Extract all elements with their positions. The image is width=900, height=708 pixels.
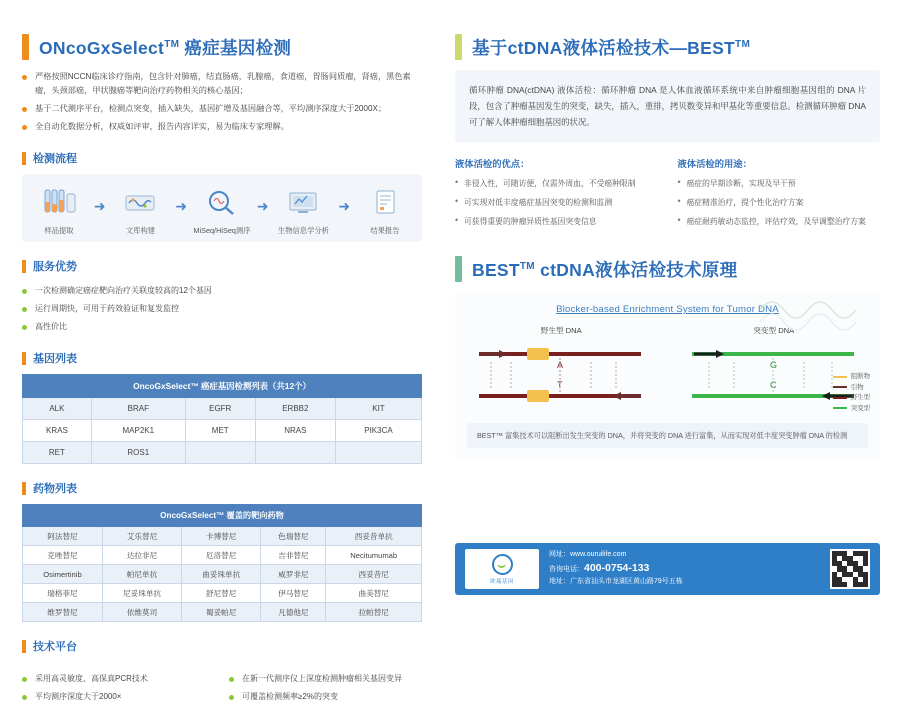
- footer-bar: [455, 543, 880, 595]
- ctdna-title: [472, 35, 750, 60]
- table-cell: 尼妥珠单抗: [102, 584, 181, 603]
- gene-heading: [22, 350, 422, 366]
- table-cell: 艾乐替尼: [102, 527, 181, 546]
- arrow-right-icon: ➜: [256, 198, 269, 214]
- logo-text: 欧瑞基因: [490, 578, 514, 585]
- legend-label: 引物: [850, 383, 864, 391]
- table-cell: 帕尼单抗: [102, 565, 181, 584]
- computer-icon: [272, 184, 334, 222]
- website-label: 网址：: [549, 551, 570, 559]
- legend-label: 突变型: [850, 404, 870, 412]
- heading-accent-bar: [22, 34, 29, 60]
- table-cell: [335, 442, 421, 464]
- workflow-step-label: 生物信息学分析: [277, 226, 329, 235]
- gene-table-caption: OncoGxSelect™ 癌症基因检测列表（共12个）: [23, 375, 422, 398]
- table-row: [23, 442, 422, 464]
- table-cell: KIT: [335, 398, 421, 420]
- table-row: [23, 565, 422, 584]
- table-cell: 西妥昔尼: [326, 565, 422, 584]
- page-title: [39, 35, 291, 60]
- diagram-title: [467, 304, 868, 315]
- table-cell: 达拉非尼: [102, 546, 181, 565]
- table-cell: MET: [185, 420, 255, 442]
- table-cell: ROS1: [91, 442, 185, 464]
- legend-label: 阻断物: [850, 373, 870, 380]
- table-cell: Osimertinib: [23, 565, 103, 584]
- ctdna-title-superscript: TM: [735, 38, 751, 50]
- footer-phone-line: [549, 562, 822, 577]
- table-cell: 拉帕替尼: [326, 603, 422, 622]
- list-item: 高性价比: [22, 320, 422, 334]
- website-value[interactable]: www.ouruilife.com: [570, 551, 627, 559]
- wildtype-label: 野生型 DNA: [540, 326, 582, 335]
- diagram-note: BEST™ 富集技术可以阻断出发生突变的 DNA，并将突变的 DNA 进行富集，从而实现对低丰度突变肿瘤 DNA 的检测: [467, 423, 868, 448]
- principle-title-main: BEST: [472, 259, 520, 280]
- intro-bullet-list: [22, 70, 422, 134]
- list-item: 在新一代测序仪上深度检测肿瘤相关基因变异: [229, 672, 422, 686]
- list-item: 严格按照NCCN临床诊疗指南，包含针对肺癌，结直肠癌，乳腺癌，食道癌，胃肠间质瘤，肾癌，黑色素瘤，头颈部癌，甲状腺癌等靶向治疗药物相关的核心基因；: [22, 70, 422, 98]
- service-title: 服务优势: [33, 261, 77, 273]
- workflow-step-label: 样品提取: [44, 226, 74, 235]
- table-row: [23, 603, 422, 622]
- drug-table: [22, 504, 422, 622]
- table-cell: ALK: [23, 398, 92, 420]
- svg-text:A: A: [557, 360, 564, 370]
- list-item: 运行周期快，可用于药效验证和复发监控: [22, 302, 422, 316]
- principle-title-rest: ctDNA液体活检技术原理: [534, 259, 738, 280]
- ctdna-description: 循环肿瘤 DNA(ctDNA) 液体活检：循环肿瘤 DNA 是人体血液循环系统中来自肿瘤细胞基因组的 DNA 片段，包含了肿瘤基因发生的突变，缺失，插入，重排，拷贝数变异和甲基化等重要信息。检测循环肿瘤 DNA 可了解人体肿瘤细胞基因的状况。: [455, 70, 880, 142]
- uses-column: [678, 156, 881, 234]
- table-cell: KRAS: [23, 420, 92, 442]
- report-icon: [354, 184, 416, 222]
- workflow-step-label: 结果报告: [370, 226, 400, 235]
- table-cell: 舒尼替尼: [182, 584, 261, 603]
- sub-accent-bar: [22, 352, 26, 365]
- wildtype-dna-icon: [471, 342, 651, 408]
- table-cell: 色瑞替尼: [261, 527, 326, 546]
- advantages-column: [455, 156, 658, 234]
- table-row: [23, 420, 422, 442]
- legend-item: [833, 404, 870, 413]
- phone-label: 咨询电话：: [549, 565, 584, 573]
- svg-text:T: T: [557, 380, 563, 390]
- qr-code-icon: [830, 549, 870, 589]
- sub-accent-bar: [22, 482, 26, 495]
- table-cell: [185, 442, 255, 464]
- legend-item: [833, 372, 870, 381]
- drug-title: 药物列表: [33, 483, 77, 495]
- table-cell: 阿法替尼: [23, 527, 103, 546]
- gene-table: [22, 374, 422, 464]
- footer-contact: [549, 549, 822, 589]
- wildtype-column: [467, 325, 655, 413]
- platform-title: 技术平台: [33, 641, 77, 653]
- arrow-right-icon: ➜: [175, 198, 188, 214]
- sub-accent-bar: [22, 640, 26, 653]
- principle-title: [472, 257, 737, 282]
- table-cell: EGFR: [185, 398, 255, 420]
- platform-right-list: [229, 672, 422, 708]
- list-item: • 非侵入性，可随访便，仅需外周血，不受癌种限制: [455, 177, 658, 190]
- dna-columns: [467, 325, 868, 413]
- footer-address-line: 地址：广东省汕头市龙湖区黄山路79号五栋: [549, 578, 683, 586]
- advantages-section: [455, 156, 880, 234]
- test-tube-icon: [28, 184, 90, 222]
- legend-item: [833, 393, 870, 402]
- table-cell: 曲美替尼: [326, 584, 422, 603]
- advantages-title: 液体活检的优点：: [455, 159, 530, 169]
- workflow-step: [354, 184, 416, 236]
- title-superscript: TM: [164, 38, 180, 50]
- list-item: • 癌症耐药敏动态监控，评估疗效，及早调整治疗方案: [678, 215, 881, 228]
- legend-item: [833, 383, 870, 392]
- right-column: [455, 34, 880, 460]
- gene-title: 基因列表: [33, 353, 77, 365]
- table-cell: MAP2K1: [91, 420, 185, 442]
- workflow-step: [272, 184, 334, 236]
- sub-accent-bar: [22, 260, 26, 273]
- table-cell: ERBB2: [255, 398, 335, 420]
- table-cell: 卡博替尼: [182, 527, 261, 546]
- footer-website-line: [549, 549, 822, 562]
- heading-accent-bar: [455, 34, 462, 60]
- list-item: 基于二代测序平台，检测点突变，插入缺失，基因扩增及基因融合等，平均测序深度大于2000X；: [22, 102, 422, 116]
- workflow-step-label: 文库构建: [125, 226, 156, 235]
- left-column: [22, 34, 422, 708]
- table-cell: [255, 442, 335, 464]
- workflow-step: [191, 184, 253, 236]
- table-cell: 威罗非尼: [261, 565, 326, 584]
- list-item: • 癌症的早期诊断，实现及早干预: [678, 177, 881, 190]
- diagram-legend: [833, 372, 870, 414]
- phone-value: 400-0754-133: [584, 561, 650, 574]
- table-cell: 伊马替尼: [261, 584, 326, 603]
- table-cell: BRAF: [91, 398, 185, 420]
- drug-table-caption: OncoGxSelect™ 覆盖的靶向药物: [23, 505, 422, 527]
- table-row: [23, 584, 422, 603]
- list-item: 可覆盖检测频率≥2%的突变: [229, 690, 422, 704]
- platform-left-list: [22, 672, 215, 708]
- list-item: 平均测序深度大于2000×: [22, 690, 215, 704]
- ctdna-heading: [455, 34, 880, 60]
- svg-text:G: G: [769, 360, 777, 370]
- workflow-title: 检测流程: [33, 153, 77, 165]
- table-cell: Necitumumab: [326, 546, 422, 565]
- table-cell: 维罗替尼: [23, 603, 103, 622]
- table-cell: PIK3CA: [335, 420, 421, 442]
- table-cell: 蜀妥帕尼: [182, 603, 261, 622]
- list-item: 一次检测确定癌症靶向治疗关联度较高的12个基因: [22, 284, 422, 298]
- drug-heading: [22, 480, 422, 496]
- table-cell: 厄洛替尼: [182, 546, 261, 565]
- platform-columns: [22, 662, 422, 708]
- table-row: [23, 398, 422, 420]
- list-item: 采用高灵敏度、高保真PCR技术: [22, 672, 215, 686]
- ctdna-title-main: 基于ctDNA液体活检技术—BEST: [472, 37, 736, 58]
- principle-title-superscript: TM: [519, 260, 535, 272]
- table-cell: 克唑替尼: [23, 546, 103, 565]
- sub-accent-bar: [22, 152, 26, 165]
- legend-label: 野生型: [850, 394, 870, 401]
- diagram-title-text: Blocker-based Enrichment System for Tumor DNA: [556, 304, 779, 315]
- list-item: • 可实现对低丰度癌症基因突变的检测和监测: [455, 196, 658, 209]
- table-cell: 吉非替尼: [261, 546, 326, 565]
- table-cell: 曲妥珠单抗: [182, 565, 261, 584]
- title-rest: 癌症基因检测: [179, 37, 292, 58]
- table-row: [23, 546, 422, 565]
- platform-heading: [22, 638, 422, 654]
- company-logo: [465, 549, 539, 589]
- arrow-right-icon: ➜: [93, 198, 106, 214]
- left-heading: [22, 34, 422, 60]
- heading-accent-bar: [455, 256, 462, 282]
- service-bullet-list: [22, 284, 422, 334]
- workflow-step-label: MiSeq/HiSeq测序: [193, 226, 251, 235]
- table-row: [23, 527, 422, 546]
- principle-diagram: [455, 294, 880, 460]
- uses-title: 液体活检的用途：: [677, 159, 752, 169]
- mutant-label: 突变型 DNA: [753, 326, 795, 335]
- table-cell: 依维莫司: [102, 603, 181, 622]
- list-item: • 可获得重要的肿瘤异质性基因突变信息: [455, 215, 658, 228]
- list-item: • 癌症精准治疗，提个性化治疗方案: [678, 196, 881, 209]
- logo-mark-icon: [492, 554, 513, 575]
- svg-text:C: C: [769, 380, 777, 390]
- sequencer-icon: [191, 184, 253, 222]
- service-heading: [22, 258, 422, 274]
- workflow-step: [109, 184, 171, 236]
- table-cell: NRAS: [255, 420, 335, 442]
- arrow-right-icon: ➜: [338, 198, 351, 214]
- library-icon: [109, 184, 171, 222]
- title-main: ONcoGxSelect: [39, 37, 165, 58]
- principle-heading: [455, 256, 880, 282]
- table-cell: 瑞格菲尼: [23, 584, 103, 603]
- table-cell: 凡德他尼: [261, 603, 326, 622]
- list-item: 全自动化数据分析，权威如评审，报告内容详实，易为临床专家理解。: [22, 120, 422, 134]
- workflow-step: [28, 184, 90, 236]
- workflow-diagram: [22, 174, 422, 242]
- workflow-heading: [22, 150, 422, 166]
- table-cell: RET: [23, 442, 92, 464]
- table-cell: 西妥昔单抗: [326, 527, 422, 546]
